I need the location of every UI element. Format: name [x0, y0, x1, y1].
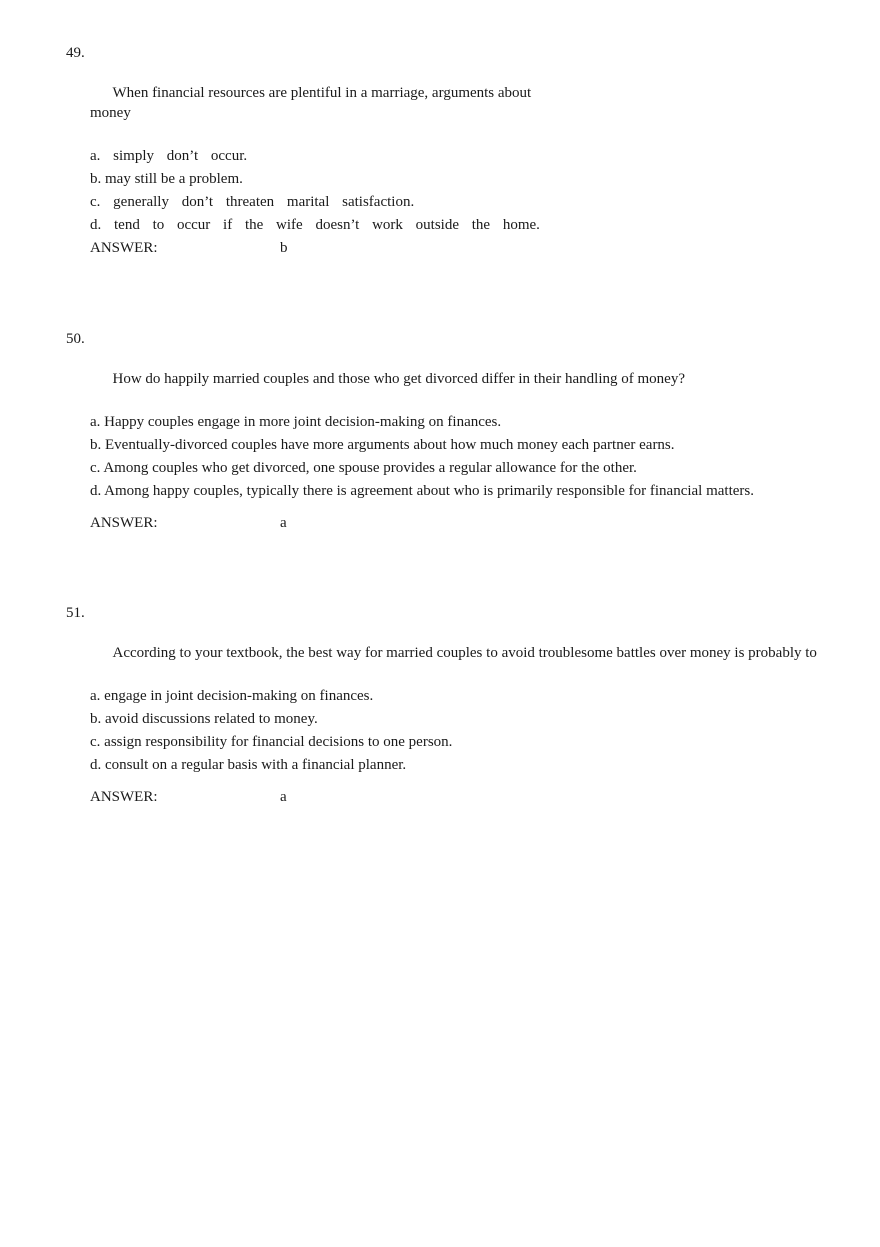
question-text: When financial resources are plentiful in a marriage, arguments about money	[90, 85, 535, 121]
answer-options	[66, 412, 826, 501]
answer-row	[66, 513, 826, 533]
option-b: b. may still be a problem.	[90, 171, 243, 187]
option-b: b. avoid discussions related to money.	[90, 711, 318, 727]
answer-row	[66, 238, 826, 258]
option-d: d. Among happy couples, typically there is agreement about who is primarily responsible for financial matters.	[90, 483, 754, 499]
option-a: a. simply don’t occur.	[90, 148, 248, 164]
option-c: c. assign responsibility for financial decisions to one person.	[90, 734, 453, 750]
option-b: b. Eventually-divorced couples have more arguments about how much money each partner earns.	[90, 437, 675, 453]
answer-options	[66, 686, 826, 775]
question-number: 49.	[66, 45, 85, 61]
answer-label: ANSWER:	[90, 240, 158, 256]
question-stem	[66, 43, 550, 143]
question-stem	[66, 603, 826, 683]
answer-row	[66, 787, 826, 807]
answer-label: ANSWER:	[90, 789, 158, 805]
answer-value: a	[280, 789, 287, 805]
question-51	[66, 603, 826, 807]
answer-options	[66, 146, 826, 235]
answer-value: a	[280, 515, 287, 531]
question-text: According to your textbook, the best way for married couples to avoid troublesome battles over money is probably to	[112, 645, 817, 661]
question-text: How do happily married couples and those who get divorced differ in their handling of money?	[112, 371, 685, 387]
option-a: a. engage in joint decision-making on finances.	[90, 688, 374, 704]
question-number: 51.	[66, 605, 85, 621]
option-c: c. Among couples who get divorced, one spouse provides a regular allowance for the other.	[90, 460, 637, 476]
option-d: d. consult on a regular basis with a financial planner.	[90, 757, 407, 773]
option-a: a. Happy couples engage in more joint decision-making on finances.	[90, 414, 502, 430]
option-d: d. tend to occur if the wife doesn’t work outside the home.	[90, 217, 540, 233]
answer-value: b	[280, 240, 288, 256]
question-number: 50.	[66, 331, 85, 347]
question-49	[66, 43, 826, 258]
question-stem	[66, 329, 826, 409]
option-c: c. generally don’t threaten marital satisfaction.	[90, 194, 415, 210]
answer-label: ANSWER:	[90, 515, 158, 531]
question-50	[66, 329, 826, 533]
